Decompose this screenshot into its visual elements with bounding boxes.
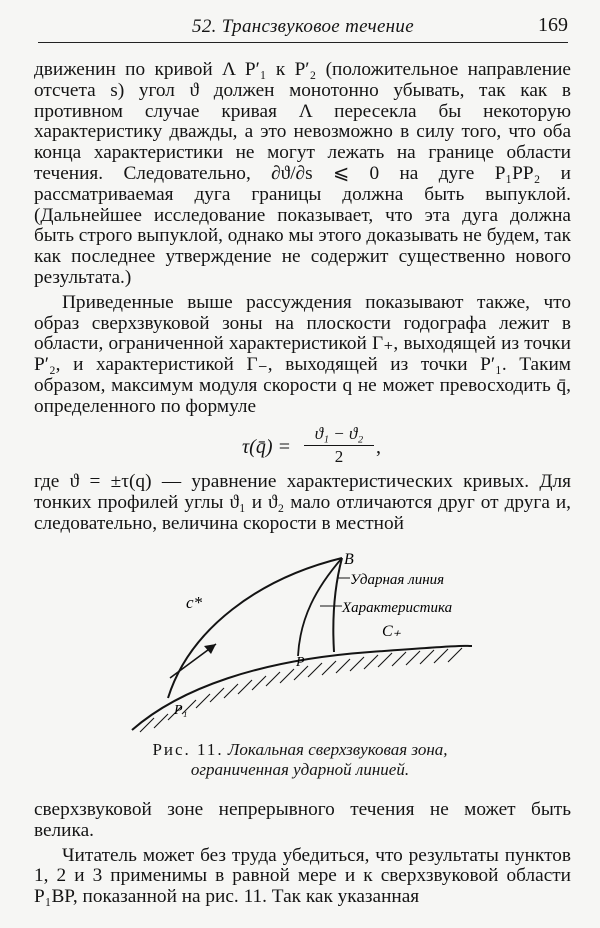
figure-supersonic-zone bbox=[120, 548, 500, 738]
label-p1: P₁ bbox=[174, 703, 188, 718]
paragraph-4: сверхзвуковой зоне непрерывного течения не может быть велика. bbox=[34, 799, 571, 841]
characteristic-line bbox=[298, 558, 342, 656]
paragraph-1: движенин по кривой Λ P′₁ к P′₂ (положительное направление отсчета s) угол ϑ должен монотонно убывать, так как в противном случае кривая Λ пересекла бы некоторую характеристику дважды, а это невозможно в силу того, что оба конца характеристики не могут лежать на границе области течения. Следовательно, ∂ϑ/∂s ⩽ 0 на дуге P₁PP₂ и рассматриваемая дуга границы должна быть выпуклой. (Дальнейшее исследование показывает, что эта дуга должна быть строго выпуклой, однако мы этого доказывать не будем, так как последнее утверждение не содержит существенно нового результата.) bbox=[34, 59, 571, 288]
caption-prefix: Рис. 11. bbox=[152, 740, 224, 759]
text-block-middle bbox=[34, 472, 571, 534]
figure-caption bbox=[0, 740, 600, 780]
label-c-star: c* bbox=[186, 593, 203, 612]
paragraph-2: Приведенные выше рассуждения показывают также, что образ сверхзвуковой зоны на плоскости годографа лежит в области, ограниченной характеристикой Γ₊, выходящей из точки P′₂, и характеристикой Γ₋, выходящей из точки P′₁. Таким образом, максимум модуля скорости q не может превосходить q̄, определенного по формуле bbox=[34, 291, 571, 417]
label-b: B bbox=[344, 551, 354, 568]
page-number: 169 bbox=[538, 14, 568, 36]
section-title: 52. Трансзвуковое течение bbox=[192, 16, 414, 37]
sonic-line-c-star bbox=[168, 558, 342, 698]
shock-line bbox=[333, 558, 342, 652]
paragraph-3: где ϑ = ±τ(q) — уравнение характеристических кривых. Для тонких профилей углы ϑ₁ и ϑ₂ мало отличаются друг от друга и, следовательно, величина скорости в местной bbox=[34, 471, 571, 534]
formula-trail: , bbox=[376, 436, 381, 458]
text-block-top bbox=[34, 60, 571, 418]
paragraph-5: Читатель может без труда убедиться, что результаты пунктов 1, 2 и 3 применимы в равной мере и к сверхзвуковой области P₁BP, показанной на рис. 11. Так как указанная bbox=[34, 844, 571, 908]
formula-numerator: ϑ₁ − ϑ₂ bbox=[304, 424, 374, 446]
formula bbox=[0, 424, 600, 468]
formula-fraction bbox=[304, 424, 374, 467]
formula-lhs: τ(q̄) = bbox=[242, 436, 291, 458]
caption-line-2: ограниченная ударной линией. bbox=[190, 760, 410, 779]
text-block-bottom bbox=[34, 800, 571, 908]
caption-line-1: Локальная сверхзвуковая зона, bbox=[227, 740, 448, 759]
formula-denominator: 2 bbox=[334, 447, 344, 466]
label-c-plus: C₊ bbox=[382, 623, 402, 640]
label-shock-line: Ударная линия bbox=[350, 572, 445, 588]
label-characteristic: Характеристика bbox=[342, 600, 453, 616]
running-header bbox=[38, 14, 568, 43]
label-p: P bbox=[296, 655, 305, 670]
